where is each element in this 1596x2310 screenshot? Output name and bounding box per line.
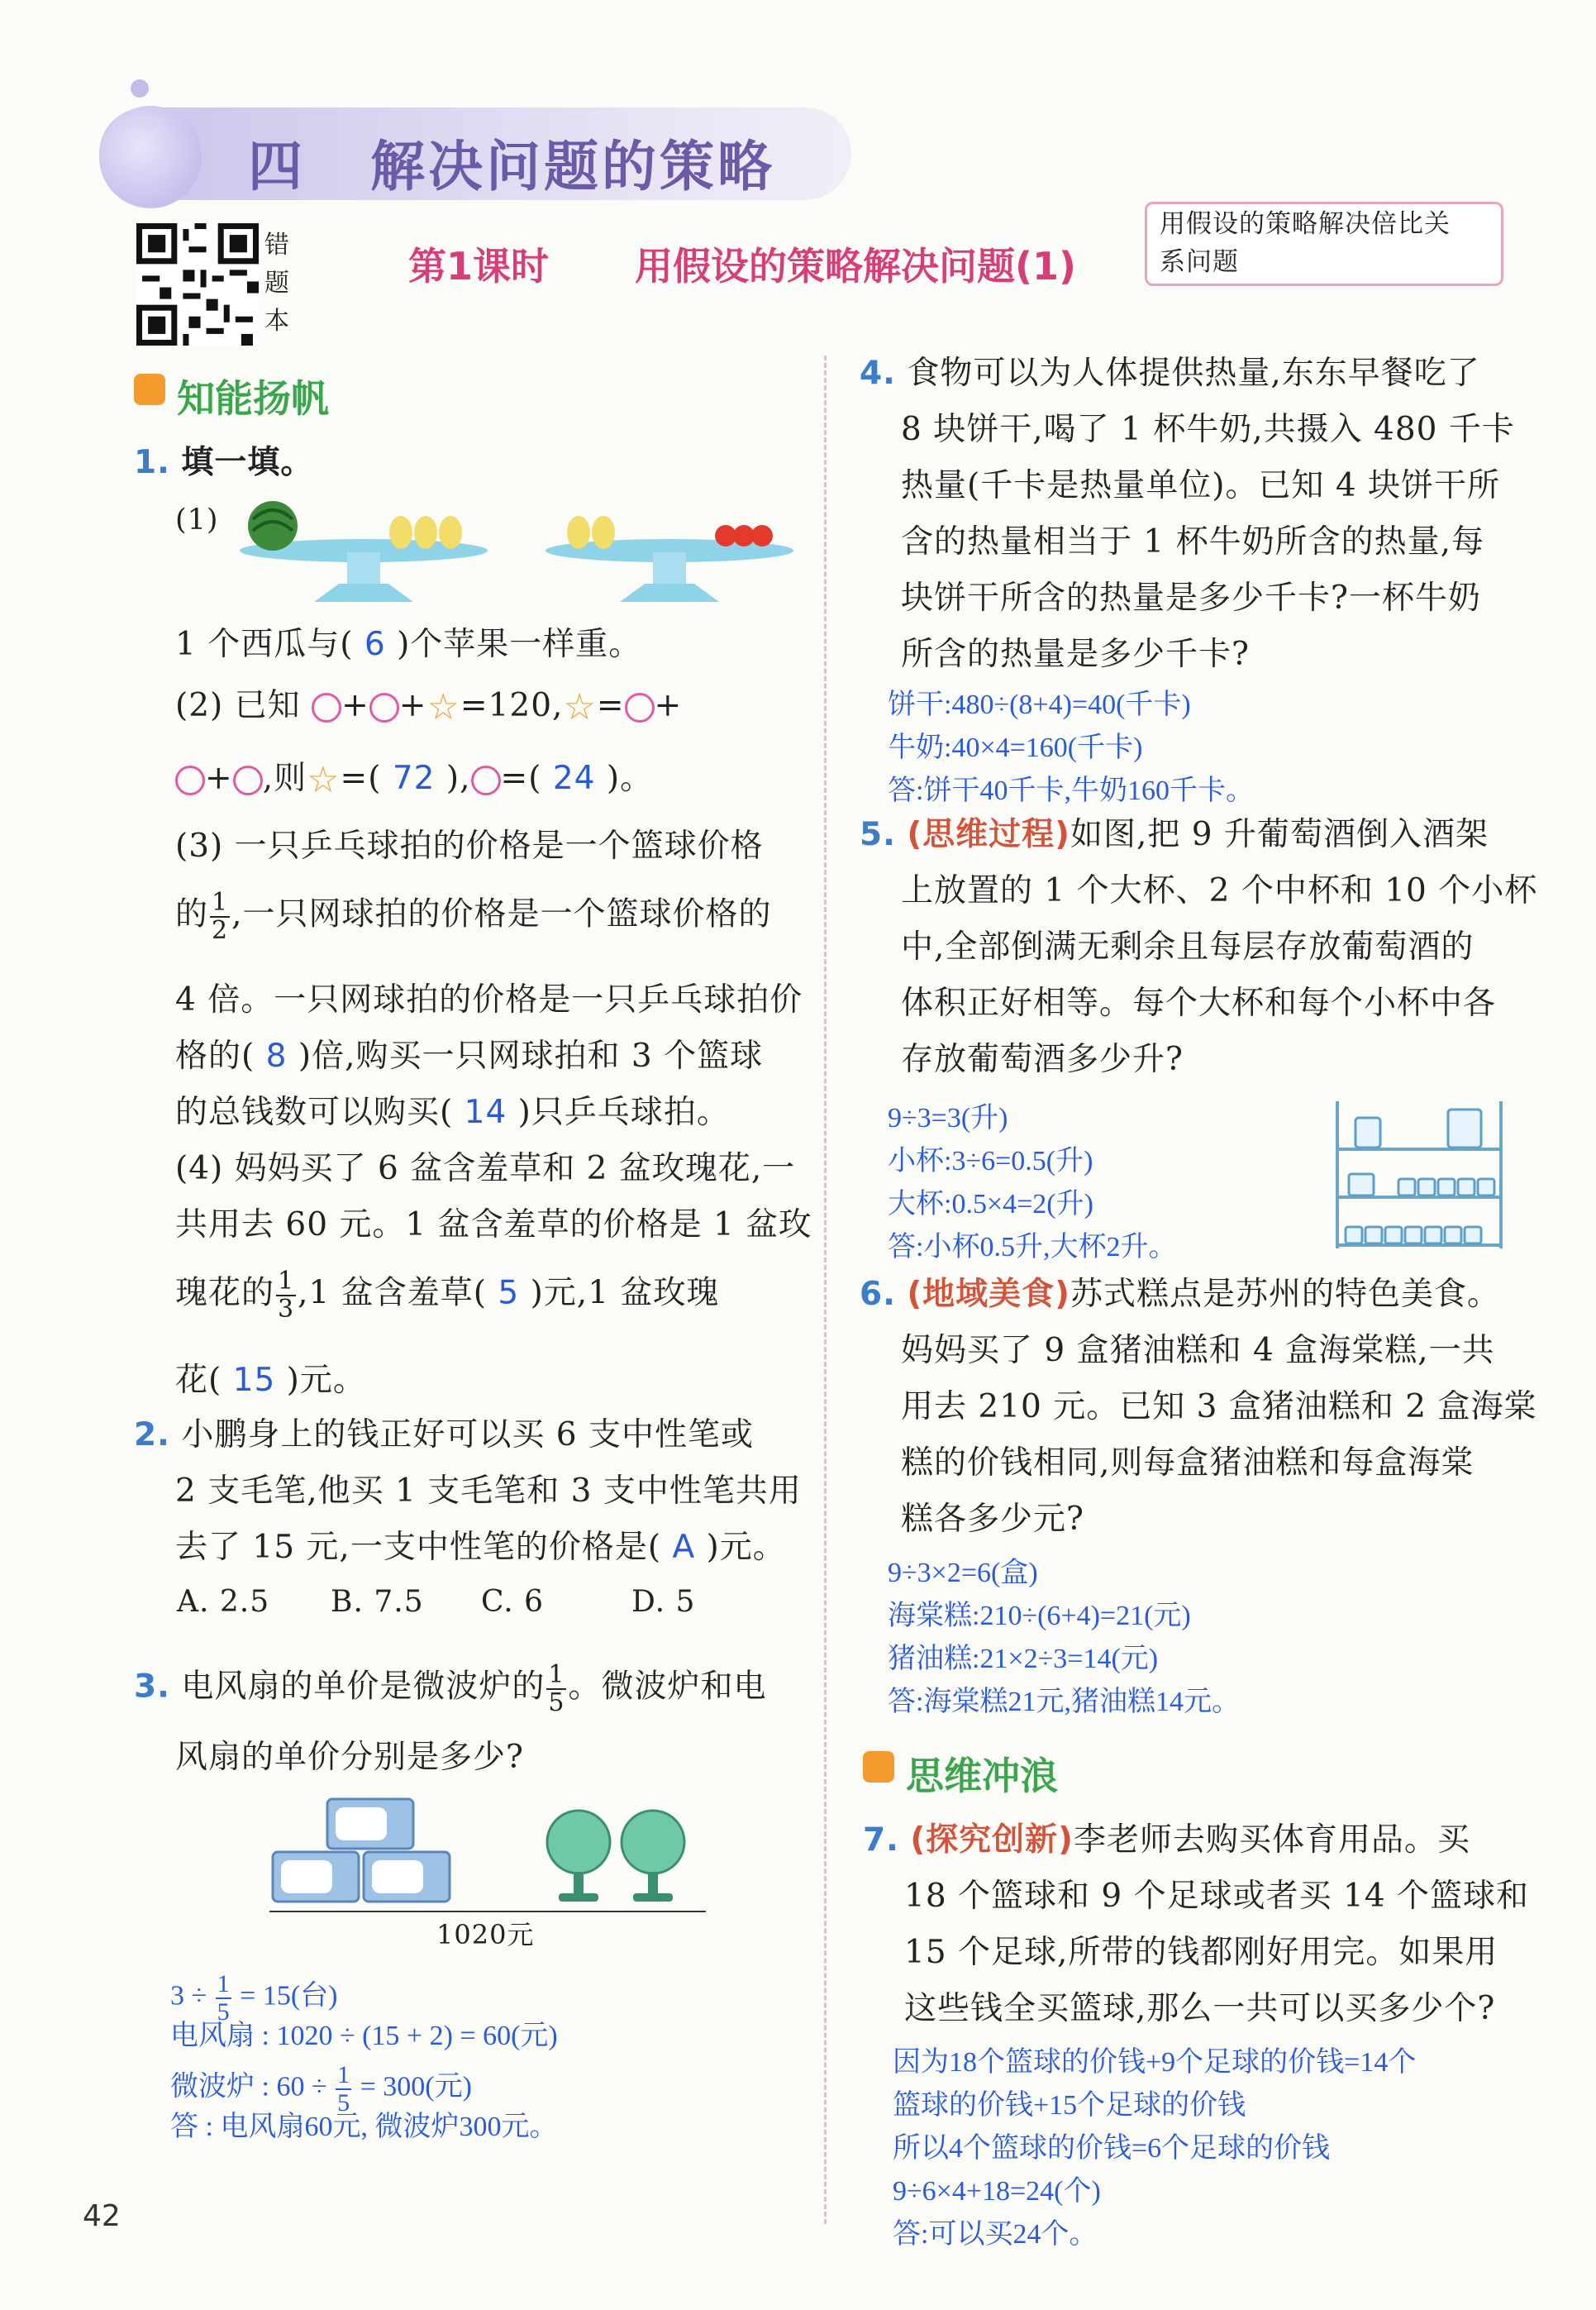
q3-total-label: 1020元 (436, 1919, 535, 1950)
section-title-siwei: 思维冲浪 (906, 1754, 1058, 1798)
balance-scales-illustration (223, 494, 793, 610)
lesson-tip-line2: 系问题 (1160, 247, 1239, 277)
q1-part4-line3: 瑰花的 $\frac{1}{3}$ ,1 盆含羞草( 5 )元,1 盆玫瑰 (175, 1267, 720, 1324)
qr-code-icon[interactable] (136, 223, 259, 346)
question-2-line1: 2. 小鹏身上的钱正好可以买 6 支中性笔或 (134, 1416, 754, 1453)
star-symbol: ☆ (563, 686, 597, 728)
microwave-fan-illustration (264, 1791, 711, 1915)
circle-symbol (175, 766, 205, 795)
question-5-line1: 5. (思维过程)如图,把 9 升葡萄酒倒入酒架 (860, 816, 1489, 853)
question-4-line1: 4. 食物可以为人体提供热量,东东早餐吃了 (860, 355, 1480, 392)
q1-part3-line5: 的总钱数可以购买( 14 )只乒乓球拍。 (175, 1094, 730, 1131)
question-4-line4: 含的热量相当于 1 杯牛奶所含的热量,每 (901, 523, 1485, 561)
fraction-one-fifth: $\frac{1}{5}$ (548, 1660, 565, 1717)
page-number: 42 (83, 2199, 121, 2233)
q1-part1-label: (1) (175, 504, 219, 537)
question-4-line2: 8 块饼干,喝了 1 杯牛奶,共摄入 480 千卡 (901, 411, 1515, 448)
q3-answer-2: 电风扇 : 1020 ÷ (15 + 2) = 60(元) (170, 2021, 558, 2051)
q5-answer-1: 9÷3=3(升) (888, 1103, 1008, 1134)
q1-part3-line3: 4 倍。一只网球拍的价格是一只乒乓球拍价 (175, 981, 803, 1019)
banner-antenna (131, 79, 149, 98)
q5-answer-2: 小杯:3÷6=0.5(升) (888, 1146, 1093, 1176)
q2-option-c: C. 6 (481, 1585, 545, 1619)
question-3-line2: 风扇的单价分别是多少? (175, 1739, 524, 1776)
mistake-book-label-1: 错 (264, 231, 289, 260)
q1-part2-line1: (2) 已知 + +☆=120,☆= + (175, 686, 683, 728)
q3-answer-4: 答 : 电风扇60元, 微波炉300元。 (170, 2112, 558, 2142)
q1-part1-text: 1 个西瓜与( 6 )个苹果一样重。 (175, 626, 642, 663)
question-5-line4: 体积正好相等。每个大杯和每个小杯中各 (901, 985, 1497, 1022)
question-7-line4: 这些钱全买篮球,那么一共可以买多少个? (904, 1990, 1496, 2027)
question-5-line3: 中,全部倒满无剩余且每层存放葡萄酒的 (901, 928, 1475, 966)
section-flag-icon (134, 374, 165, 405)
q1-part2-line2: + ,则☆=( 72 ), =( 24 )。 (175, 762, 653, 799)
question-6-line4: 糕的价钱相同,则每盒猪油糕和每盒海棠 (901, 1444, 1475, 1482)
q1-part4-line4: 花( 15 )元。 (175, 1362, 366, 1399)
fraction-one-third: $\frac{1}{3}$ (278, 1267, 295, 1324)
q6-answer-4: 答:海棠糕21元,猪油糕14元。 (888, 1687, 1240, 1717)
answer-fraction: $\frac{1}{5}$ (217, 1970, 230, 2026)
lesson-tip-line1: 用假设的策略解决倍比关 (1160, 209, 1451, 239)
mistake-book-label-3: 本 (264, 307, 289, 336)
section-wave-icon (863, 1751, 894, 1783)
unit-number: 四 (248, 135, 303, 198)
q6-answer-1: 9÷3×2=6(盒) (888, 1558, 1038, 1588)
q4-answer-3: 答:饼干40千卡,牛奶160千卡。 (888, 776, 1254, 806)
q1-part3-line1: (3) 一只乒乓球拍的价格是一个篮球价格 (175, 828, 764, 865)
banner-bubble (99, 106, 202, 208)
question-2-line2: 2 支毛笔,他买 1 支毛笔和 3 支中性笔共用 (175, 1472, 802, 1510)
q4-answer-2: 牛奶:40×4=160(千卡) (888, 733, 1143, 763)
circle-symbol (471, 766, 501, 795)
q1-part3-line2: 的 $\frac{1}{2}$ ,一只网球拍的价格是一个篮球价格的 (175, 888, 772, 945)
q3-answer-3: 微波炉 : 60 ÷ $\frac{1}{5}$ = 300(元) (170, 2061, 472, 2117)
circle-symbol (625, 693, 655, 723)
q2-option-a: A. 2.5 (177, 1585, 270, 1619)
lesson-number: 第1课时 (408, 244, 550, 289)
q1-part3-line4: 格的( 8 )倍,购买一只网球拍和 3 个篮球 (175, 1038, 764, 1075)
question-4-line5: 块饼干所含的热量是多少千卡?一杯牛奶 (901, 580, 1481, 617)
lesson-title: 用假设的策略解决问题(1) (635, 244, 1077, 289)
q6-answer-2: 海棠糕:210÷(6+4)=21(元) (888, 1601, 1191, 1631)
question-6-line5: 糕各多少元? (901, 1501, 1084, 1538)
circle-symbol (369, 693, 399, 723)
q5-answer-3: 大杯:0.5×4=2(升) (888, 1189, 1093, 1219)
question-2-line3: 去了 15 元,一支中性笔的价格是( A )元。 (175, 1529, 786, 1566)
q4-answer-1: 饼干:480÷(8+4)=40(千卡) (888, 690, 1191, 720)
question-7-line1: 7. (探究创新)李老师去购买体育用品。买 (863, 1821, 1471, 1859)
question-6-line2: 妈妈买了 9 盒猪油糕和 4 盒海棠糕,一共 (901, 1332, 1495, 1369)
q7-answer-1: 因为18个篮球的价钱+9个足球的价钱=14个 (893, 2047, 1417, 2078)
column-divider (824, 356, 827, 2224)
fraction-one-half: $\frac{1}{2}$ (212, 888, 229, 945)
mistake-book-label-2: 题 (264, 269, 289, 298)
star-symbol: ☆ (307, 759, 341, 801)
q2-option-b: B. 7.5 (331, 1585, 424, 1619)
q7-answer-4: 9÷6×4+18=24(个) (893, 2176, 1101, 2207)
question-6-line1: 6. (地域美食)苏式糕点是苏州的特色美食。 (860, 1276, 1501, 1313)
question-7-line3: 15 个足球,所带的钱都刚好用完。如果用 (904, 1934, 1498, 1971)
q3-answer-1: 3 ÷ $\frac{1}{5}$ = 15(台) (170, 1970, 338, 2026)
question-4-line6: 所含的热量是多少千卡? (901, 636, 1250, 673)
q7-answer-2: 篮球的价钱+15个足球的价钱 (893, 2090, 1246, 2121)
question-3-line1: 3. 电风扇的单价是微波炉的 $\frac{1}{5}$ 。微波炉和电 (134, 1660, 767, 1717)
question-6-line3: 用去 210 元。已知 3 盒猪油糕和 2 盒海棠 (901, 1388, 1537, 1425)
question-1: 1. 填一填。 (134, 444, 314, 481)
question-5-line2: 上放置的 1 个大杯、2 个中杯和 10 个小杯 (901, 872, 1538, 909)
question-5-line5: 存放葡萄酒多少升? (901, 1041, 1184, 1078)
q2-option-d: D. 5 (631, 1585, 696, 1619)
wine-rack-illustration (1332, 1100, 1506, 1250)
section-title-zhineng: 知能扬帆 (177, 376, 329, 421)
unit-title: 解决问题的策略 (370, 135, 775, 198)
circle-symbol (233, 766, 263, 795)
circle-symbol (312, 693, 341, 723)
question-4-line3: 热量(千卡是热量单位)。已知 4 块饼干所 (901, 467, 1501, 504)
q1-part4-line2: 共用去 60 元。1 盆含羞草的价格是 1 盆玫 (175, 1206, 812, 1243)
answer-fraction: $\frac{1}{5}$ (337, 2061, 350, 2117)
q7-answer-5: 答:可以买24个。 (893, 2219, 1098, 2250)
q1-part4-line1: (4) 妈妈买了 6 盆含羞草和 2 盆玫瑰花,一 (175, 1150, 796, 1187)
star-symbol: ☆ (426, 686, 460, 728)
q6-answer-3: 猪油糕:21×2÷3=14(元) (888, 1644, 1159, 1674)
question-7-line2: 18 个篮球和 9 个足球或者买 14 个篮球和 (904, 1878, 1530, 1915)
q5-answer-4: 答:小杯0.5升,大杯2升。 (888, 1232, 1177, 1262)
q7-answer-3: 所以4个篮球的价钱=6个足球的价钱 (893, 2133, 1331, 2164)
